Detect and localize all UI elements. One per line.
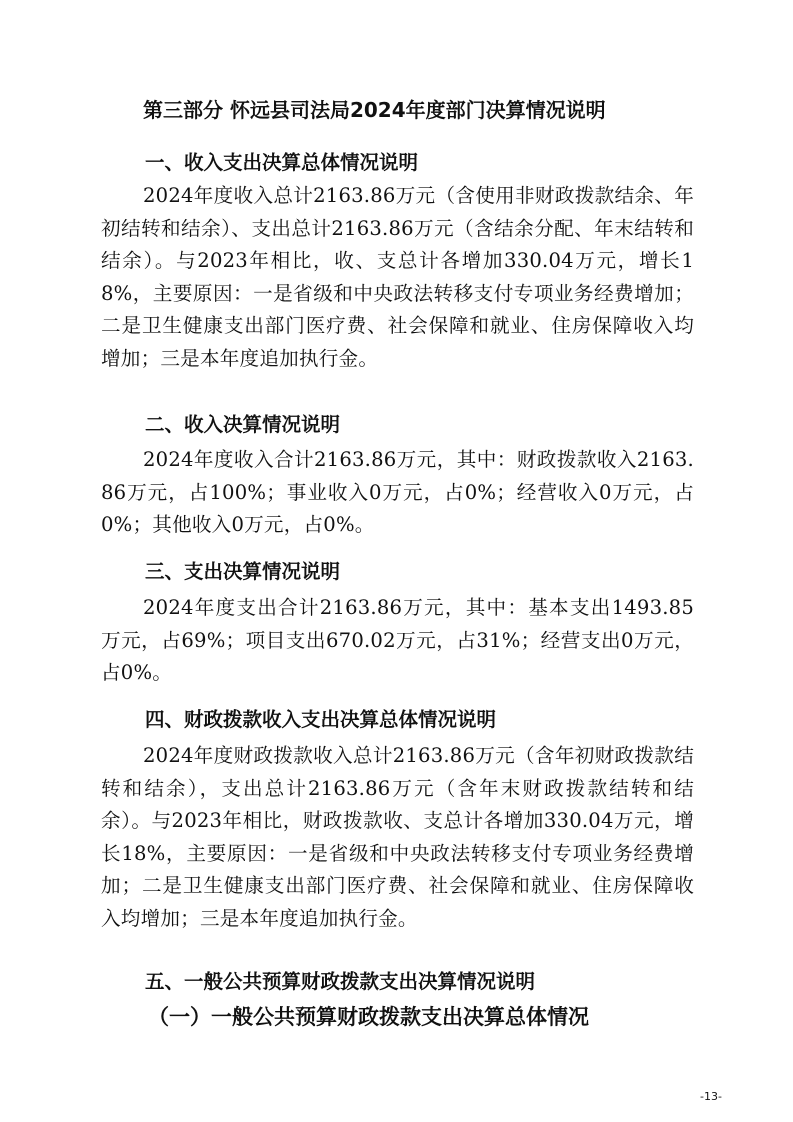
section-2-heading: 二、收入决算情况说明 <box>145 413 341 436</box>
document-title: 第三部分 怀远县司法局2024年度部门决算情况说明 <box>143 98 606 122</box>
section-1-heading: 一、收入支出决算总体情况说明 <box>145 151 419 174</box>
page-number: -13- <box>700 1090 722 1103</box>
section-1-paragraph: 2024年度收入总计2163.86万元（含使用非财政拨款结余、年初结转和结余）、支出总计2163.86万元（含结余分配、年末结转和结余）。与2023年相比，收、支总计各增加330.04万元，增长18%，主要原因：一是省级和中央政法转移支付专项业务经费增加；二是卫生健康支出部门医疗费、社会保障和就业、住房保障收入均增加；三是本年度追加执行金。 <box>101 184 694 370</box>
section-3-paragraph: 2024年度支出合计2163.86万元，其中：基本支出1493.85万元，占69%；项目支出670.02万元，占31%；经营支出0万元，占0%。 <box>101 596 694 684</box>
section-4-heading: 四、财政拨款收入支出决算总体情况说明 <box>145 708 497 731</box>
subsection-heading: （一）一般公共预算财政拨款支出决算总体情况 <box>148 1004 589 1029</box>
section-5-heading: 五、一般公共预算财政拨款支出决算情况说明 <box>145 970 536 993</box>
section-3-heading: 三、支出决算情况说明 <box>145 560 341 583</box>
section-4-paragraph: 2024年度财政拨款收入总计2163.86万元（含年初财政拨款结转和结余），支出总计2163.86万元（含年末财政拨款结转和结余）。与2023年相比，财政拨款收、支总计各增加330.04万元，增长18%，主要原因：一是省级和中央政法转移支付专项业务经费增加；二是卫生健康支出部门医疗费、社会保障和就业、住房保障收入均增加；三是本年度追加执行金。 <box>101 744 694 930</box>
section-2-paragraph: 2024年度收入合计2163.86万元，其中：财政拨款收入2163.86万元，占100%；事业收入0万元，占0%；经营收入0万元，占0%；其他收入0万元，占0%。 <box>101 448 694 536</box>
